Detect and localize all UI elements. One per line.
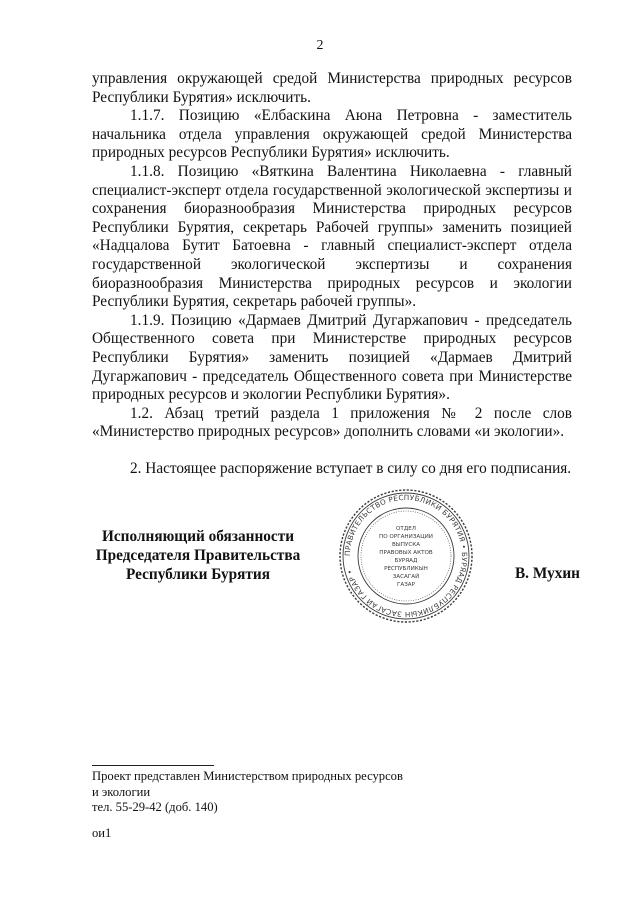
paragraph-continuation: управления окружающей средой Министерства природных ресурсов Республики Бурятия» исключить. bbox=[92, 70, 572, 106]
document-code: ои1 bbox=[92, 826, 112, 840]
official-seal bbox=[338, 488, 474, 624]
footnote-line: и экологии bbox=[92, 784, 151, 799]
seal-inner-line: ОТДЕЛ bbox=[396, 526, 416, 532]
seal-inner-line: РЕСПУБЛИКЫН bbox=[384, 566, 428, 572]
footnote-line: тел. 55-29-42 (доб. 140) bbox=[92, 800, 218, 814]
seal-inner-line: БУРЯАД bbox=[394, 558, 418, 564]
footnote bbox=[92, 769, 472, 816]
paragraph-1-1-7: 1.1.7. Позицию «Елбаскина Аюна Петровна - заместитель начальника отдела управления окружающей средой Министерства природных ресурсов Республики Бурятия» исключить. bbox=[92, 107, 572, 162]
seal-inner-line: ПО ОРГАНИЗАЦИИ bbox=[379, 534, 433, 540]
seal-inner-line: ГАЗАР bbox=[396, 582, 416, 588]
seal-inner-line: ПРАВОВЫХ АКТОВ bbox=[379, 550, 433, 556]
page-number: 2 bbox=[316, 38, 324, 53]
seal-inner-line: ЗАСАГАЙ bbox=[392, 574, 420, 580]
signatory-name: В. Мухин bbox=[514, 565, 580, 582]
seal-inner-line: ВЫПУСКА bbox=[391, 542, 421, 548]
footnote-divider bbox=[92, 765, 214, 766]
signatory-title-line: Председателя Правительства bbox=[95, 547, 301, 564]
paragraph-1-2: 1.2. Абзац третий раздела 1 приложения № 2 после слов «Министерство природных ресурсов» дополнить словами «и экологии». bbox=[92, 404, 572, 441]
seal-ring bbox=[358, 508, 454, 604]
signatory-title-line: Республики Бурятия bbox=[125, 566, 271, 583]
seal-outer-ring bbox=[340, 490, 472, 622]
footnote-line: Проект представлен Министерством природных ресурсов bbox=[92, 769, 403, 783]
paragraph-1-1-9: 1.1.9. Позицию «Дармаев Дмитрий Дугаржапович - председатель Общественного совета при Министерстве природных ресурсов Республики Бурятия» заменить позицией «Дармаев Дмитрий Дугаржапович - председатель Общественного совета при Министерстве природных ресурсов и экологии Республики Бурятия». bbox=[92, 311, 572, 404]
document-body bbox=[92, 70, 572, 478]
seal-outer-text: ПРАВИТЕЛЬСТВО РЕСПУБЛИКИ БУРЯТИЯ • БУРЯАД РЕСПУБЛИКЫН ЗАСАГАЙ ГАЗАР • bbox=[342, 492, 470, 620]
paragraph-1-1-8: 1.1.8. Позицию «Вяткина Валентина Николаевна - главный специалист-эксперт отдела государственной экологической экспертизы и сохранения биоразнообразия Министерства природных ресурсов Республики Бурятия, секретарь Рабочей группы» заменить позицией «Надцалова Бутит Батоевна - главный специалист-эксперт отдела государственной экологической экспертизы и сохранения биоразнообразия Министерства природных ресурсов и экологии Республики Бурятия, секретарь рабочей группы». bbox=[92, 162, 572, 311]
signatory-title-line: Исполняющий обязанности bbox=[101, 528, 295, 545]
paragraph-2: 2. Настоящее распоряжение вступает в силу со дня его подписания. bbox=[130, 459, 572, 477]
signatory-title bbox=[60, 527, 336, 584]
